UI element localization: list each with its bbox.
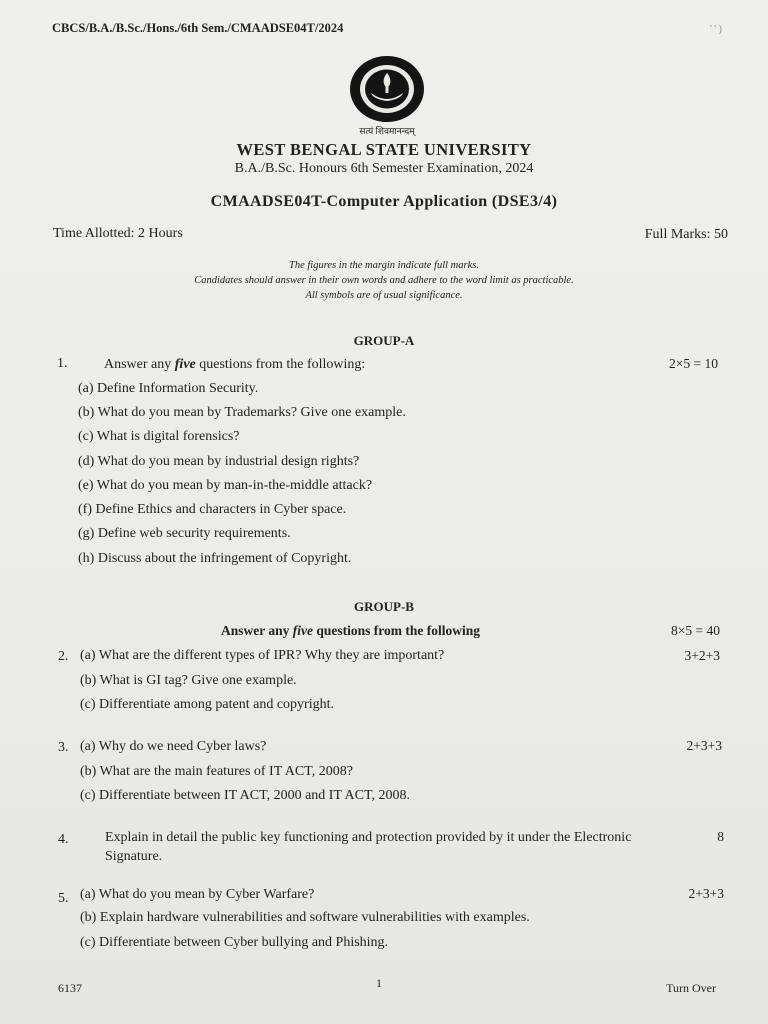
sub-question: (c) What is digital forensics?: [78, 429, 240, 444]
paper-title: CMAADSE04T-Computer Application (DSE3/4): [210, 193, 558, 210]
footer-code: 6137: [58, 981, 82, 995]
sub-question: (b) Explain hardware vulnerabilities and software vulnerabilities with examples.: [80, 910, 530, 925]
sub-question: (e) What do you mean by man-in-the-middle attack?: [78, 478, 373, 493]
question-text: Explain in detail the public key functioning and protection provided by it under the Electronic Signature.: [105, 830, 632, 864]
exam-name: B.A./B.Sc. Honours 6th Semester Examination, 2024: [234, 161, 534, 176]
group-a-title: GROUP-A: [353, 333, 415, 348]
instruction-line: The figures in the margin indicate full marks.: [289, 260, 479, 271]
group-b-marks: 8×5 = 40: [671, 623, 720, 638]
sub-question: (a) Why do we need Cyber laws?: [80, 739, 267, 754]
sub-question: (c) Differentiate among patent and copyright.: [80, 697, 334, 712]
instruction-line: All symbols are of usual significance.: [305, 290, 463, 301]
sub-question: (b) What are the main features of IT ACT, 2008?: [80, 764, 353, 779]
question-marks: 2×5 = 10: [669, 356, 718, 371]
group-b-intro: Answer any five questions from the following: [221, 623, 481, 638]
instruction-line: Candidates should answer in their own words and adhere to the word limit as practicable.: [194, 275, 574, 286]
question-number: 4.: [58, 832, 69, 847]
question-number: 2.: [58, 649, 69, 664]
sub-question: (b) What is GI tag? Give one example.: [80, 673, 297, 688]
page-number: 1: [376, 976, 382, 990]
sub-question: (c) Differentiate between IT ACT, 2000 and IT ACT, 2008.: [80, 788, 410, 803]
sub-question: (a) What do you mean by Cyber Warfare?: [80, 887, 315, 902]
time-allotted: Time Allotted: 2 Hours: [53, 226, 183, 241]
sub-question: (h) Discuss about the infringement of Copyright.: [78, 551, 352, 566]
paper-code: CBCS/B.A./B.Sc./Hons./6th Sem./CMAADSE04T/2024: [52, 21, 344, 35]
university-logo-icon: [349, 55, 425, 123]
sub-question: (a) Define Information Security.: [78, 381, 259, 396]
sub-question: (f) Define Ethics and characters in Cyber space.: [78, 502, 347, 517]
corner-mark: ' ' ): [710, 24, 722, 35]
question-marks: 2+3+3: [688, 886, 724, 901]
sub-question: (a) What are the different types of IPR? Why they are important?: [80, 648, 445, 663]
turn-over: Turn Over: [666, 981, 716, 995]
question-marks: 2+3+3: [686, 738, 722, 753]
university-motto: सत्यं शिवमानन्दम्: [359, 126, 415, 136]
university-name: WEST BENGAL STATE UNIVERSITY: [236, 140, 532, 159]
sub-question: (b) What do you mean by Trademarks? Give one example.: [78, 405, 406, 420]
full-marks: Full Marks: 50: [644, 227, 728, 242]
sub-question: (c) Differentiate between Cyber bullying and Phishing.: [80, 935, 389, 950]
question-number: 5.: [58, 891, 69, 906]
sub-question: (g) Define web security requirements.: [78, 526, 291, 541]
question-intro: Answer any five questions from the following:: [104, 357, 366, 372]
question-marks: 3+2+3: [684, 648, 720, 663]
question-number: 3.: [58, 740, 69, 755]
question-marks: 8: [717, 829, 724, 844]
group-b-title: GROUP-B: [354, 599, 414, 614]
question-number: 1.: [57, 356, 68, 371]
sub-question: (d) What do you mean by industrial design rights?: [78, 454, 360, 469]
